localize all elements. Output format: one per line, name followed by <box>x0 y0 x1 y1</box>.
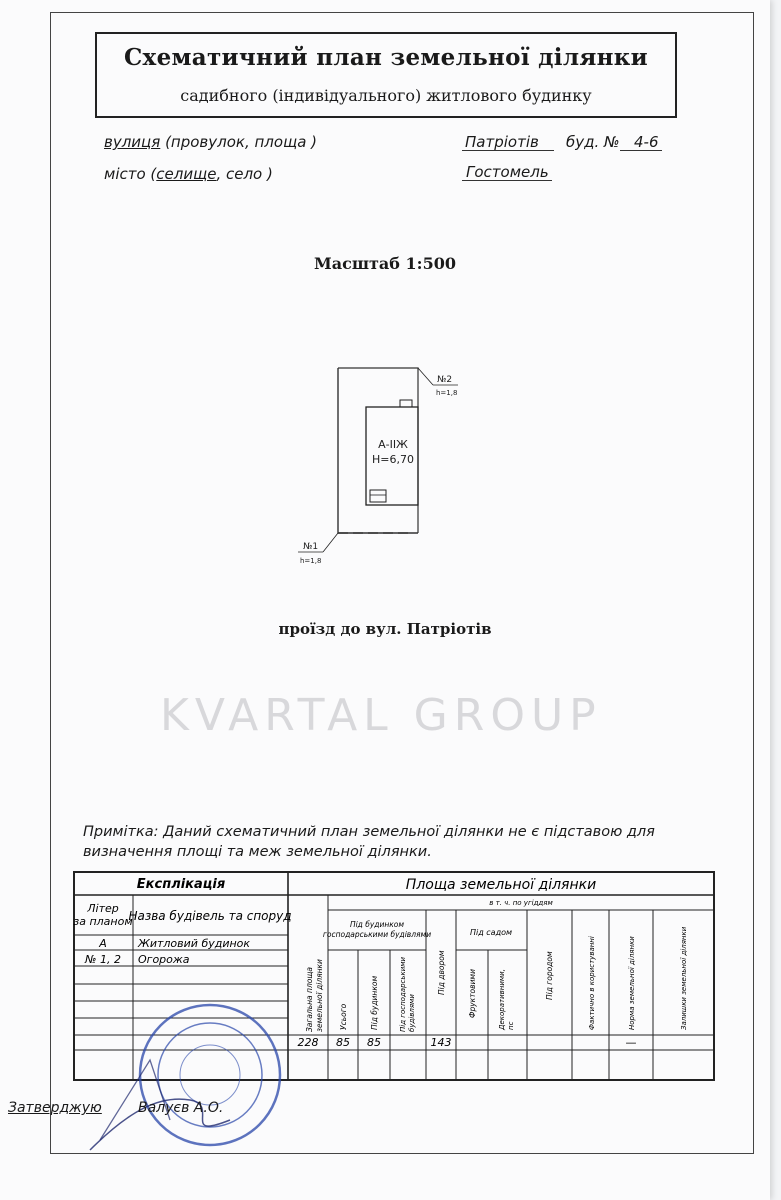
col-name-header: Назва будівель та споруд <box>128 909 292 923</box>
row2-letter: № 1, 2 <box>85 953 121 966</box>
street-label: вулиця (провулок, площа ) <box>104 133 318 151</box>
building-annex <box>370 490 386 502</box>
building-code: А-IIЖ <box>378 438 408 451</box>
row1-letter: А <box>99 937 107 950</box>
plan-caption: проїзд до вул. Патріотів <box>278 620 492 638</box>
col-norm-header: Норма земельної ділянки <box>628 936 636 1030</box>
official-stamp <box>70 1000 310 1160</box>
col-all-header: Усього <box>339 1003 348 1030</box>
col-outbld-header: Під господарськимибудівлями <box>399 956 416 1032</box>
street-value: Патріотів <box>465 133 539 151</box>
col-house-header: Під будинком <box>370 975 379 1030</box>
col-incl-header: в т. ч. по угіддям <box>489 899 553 907</box>
building-height: Н=6,70 <box>372 453 414 466</box>
house-label: буд. № <box>566 133 620 151</box>
col-yard-header: Під двором <box>437 950 446 995</box>
city-label: місто (селище, село ) <box>104 165 273 183</box>
col-total-header: Загальна площаземельної ділянки <box>305 959 324 1032</box>
value-norm: — <box>625 1036 637 1049</box>
point1-height: h=1,8 <box>300 557 322 565</box>
area-header: Площа земельної ділянки <box>405 877 597 893</box>
point2-height: h=1,8 <box>436 389 458 397</box>
col-vegetable-header: Під городом <box>545 951 554 1000</box>
point2-label: №2 <box>437 375 453 385</box>
title-block <box>95 32 677 118</box>
city-underline <box>462 180 552 181</box>
document-subtitle: садибного (індивідуального) житлового будинку <box>180 86 592 105</box>
building-porch <box>400 400 412 407</box>
point1-leader <box>323 533 338 552</box>
explication-header: Експлікація <box>136 877 226 892</box>
col-actual-header: Фактично в користуванні <box>588 936 596 1030</box>
point1-label: №1 <box>303 542 319 552</box>
approver-name: Валуєв А.О. <box>138 1100 224 1116</box>
approval-label: Затверджую <box>8 1100 102 1116</box>
col-fruit-header: Фруктовими <box>468 969 477 1018</box>
scale-label: Масштаб 1:500 <box>314 254 456 273</box>
city-value: Гостомель <box>466 163 549 181</box>
street-underline <box>462 150 554 151</box>
value-all: 85 <box>336 1036 350 1049</box>
site-plan <box>290 355 490 580</box>
col-excess-header: Залишки земельної ділянки <box>680 926 688 1030</box>
col-garden-group: Під садом <box>469 928 513 937</box>
point2-leader <box>418 368 433 385</box>
col-decor-header: Декоративними,пс <box>498 969 515 1030</box>
house-value: 4-6 <box>634 133 659 151</box>
col-letter-header: Літер за планом <box>73 902 133 928</box>
row2-name: Огорожа <box>138 953 190 966</box>
note-text: Примітка: Даний схематичний план земельної ділянки не є підставою для визначення площі та меж земельної ділянки. <box>83 824 655 860</box>
house-underline <box>620 150 662 151</box>
document-title: Схематичний план земельної ділянки <box>123 44 649 71</box>
row1-name: Житловий будинок <box>138 937 251 950</box>
value-house: 85 <box>367 1036 381 1049</box>
watermark: KVARTAL GROUP <box>160 690 602 741</box>
col-under-bld-group: Під будинком господарськими будівлями <box>322 920 432 939</box>
value-total: 228 <box>297 1036 319 1049</box>
value-yard: 143 <box>430 1036 452 1049</box>
